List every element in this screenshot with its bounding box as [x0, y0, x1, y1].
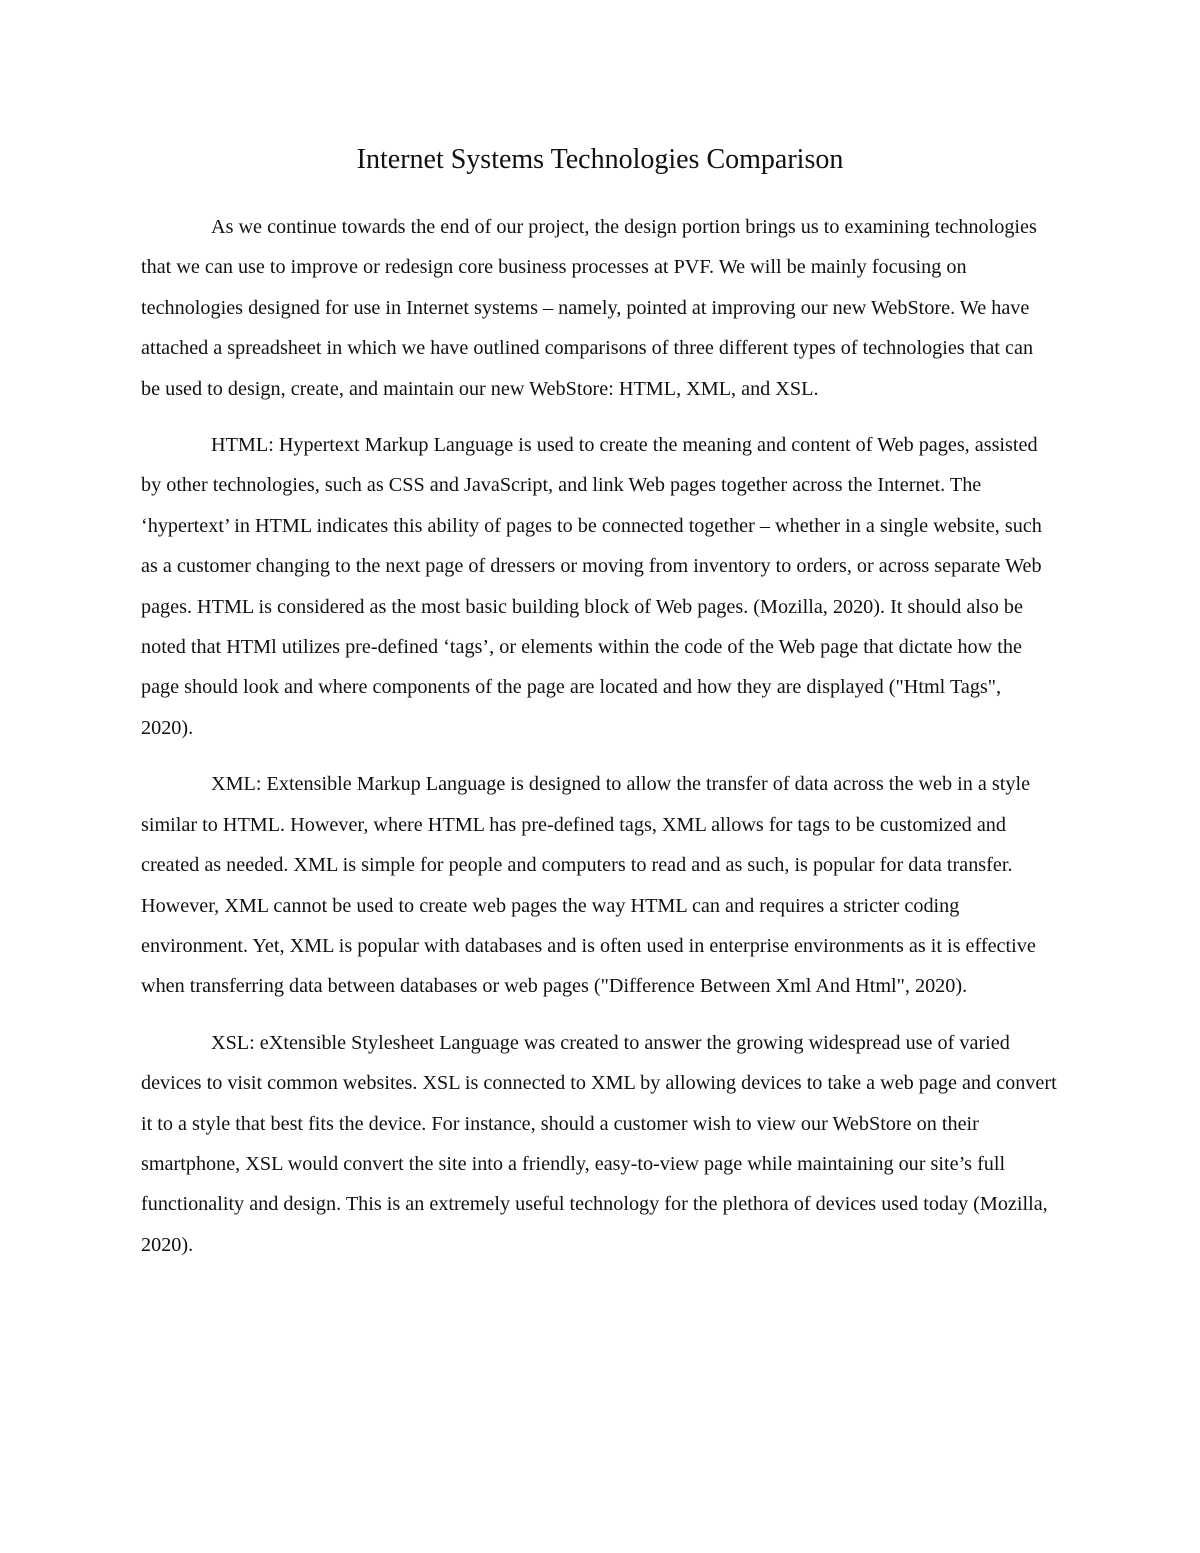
paragraph-xsl: XSL: eXtensible Stylesheet Language was created to answer the growing widespread use of varied devices to visit common websites. XSL is connected to XML by allowing devices to take a web page and convert it to a style that best fits the device. For instance, should a customer wish to view our WebStore on their smartphone, XSL would convert the site into a friendly, easy-to-view page while maintaining our site’s full functionality and design. This is an extremely useful technology for the plethora of devices used today (Mozilla, 2020). — [141, 1031, 1057, 1256]
document-title: Internet Systems Technologies Comparison — [356, 144, 844, 175]
paragraph-introduction: As we continue towards the end of our project, the design portion brings us to examining technologies that we can use to improve or redesign core business processes at PVF. We will be mainly focusing on technologies designed for use in Internet systems – namely, pointed at improving our new WebStore. We have attached a spreadsheet in which we have outlined comparisons of three different types of technologies that can be used to design, create, and maintain our new WebStore: HTML, XML, and XSL. — [141, 216, 1037, 400]
document-body — [141, 207, 1057, 1281]
paragraph-xml: XML: Extensible Markup Language is designed to allow the transfer of data across the web in a style similar to HTML. However, where HTML has pre-defined tags, XML allows for tags to be customized and created as needed. XML is simple for people and computers to read and as such, is popular for data transfer. However, XML cannot be used to create web pages the way HTML can and requires a stricter coding environment. Yet, XML is popular with databases and is often used in enterprise environments as it is effective when transferring data between databases or web pages ("Difference Between Xml And Html", 2020). — [141, 773, 1036, 998]
paragraph-html: HTML: Hypertext Markup Language is used to create the meaning and content of Web pages, assisted by other technologies, such as CSS and JavaScript, and link Web pages together across the Internet. The ‘hypertext’ in HTML indicates this ability of pages to be connected together – whether in a single website, such as a customer changing to the next page of dressers or moving from inventory to orders, or across separate Web pages. HTML is considered as the most basic building block of Web pages. (Mozilla, 2020). It should also be noted that HTMl utilizes pre-defined ‘tags’, or elements within the code of the Web page that dictate how the page should look and where components of the page are located and how they are displayed ("Html Tags", 2020). — [141, 434, 1042, 739]
